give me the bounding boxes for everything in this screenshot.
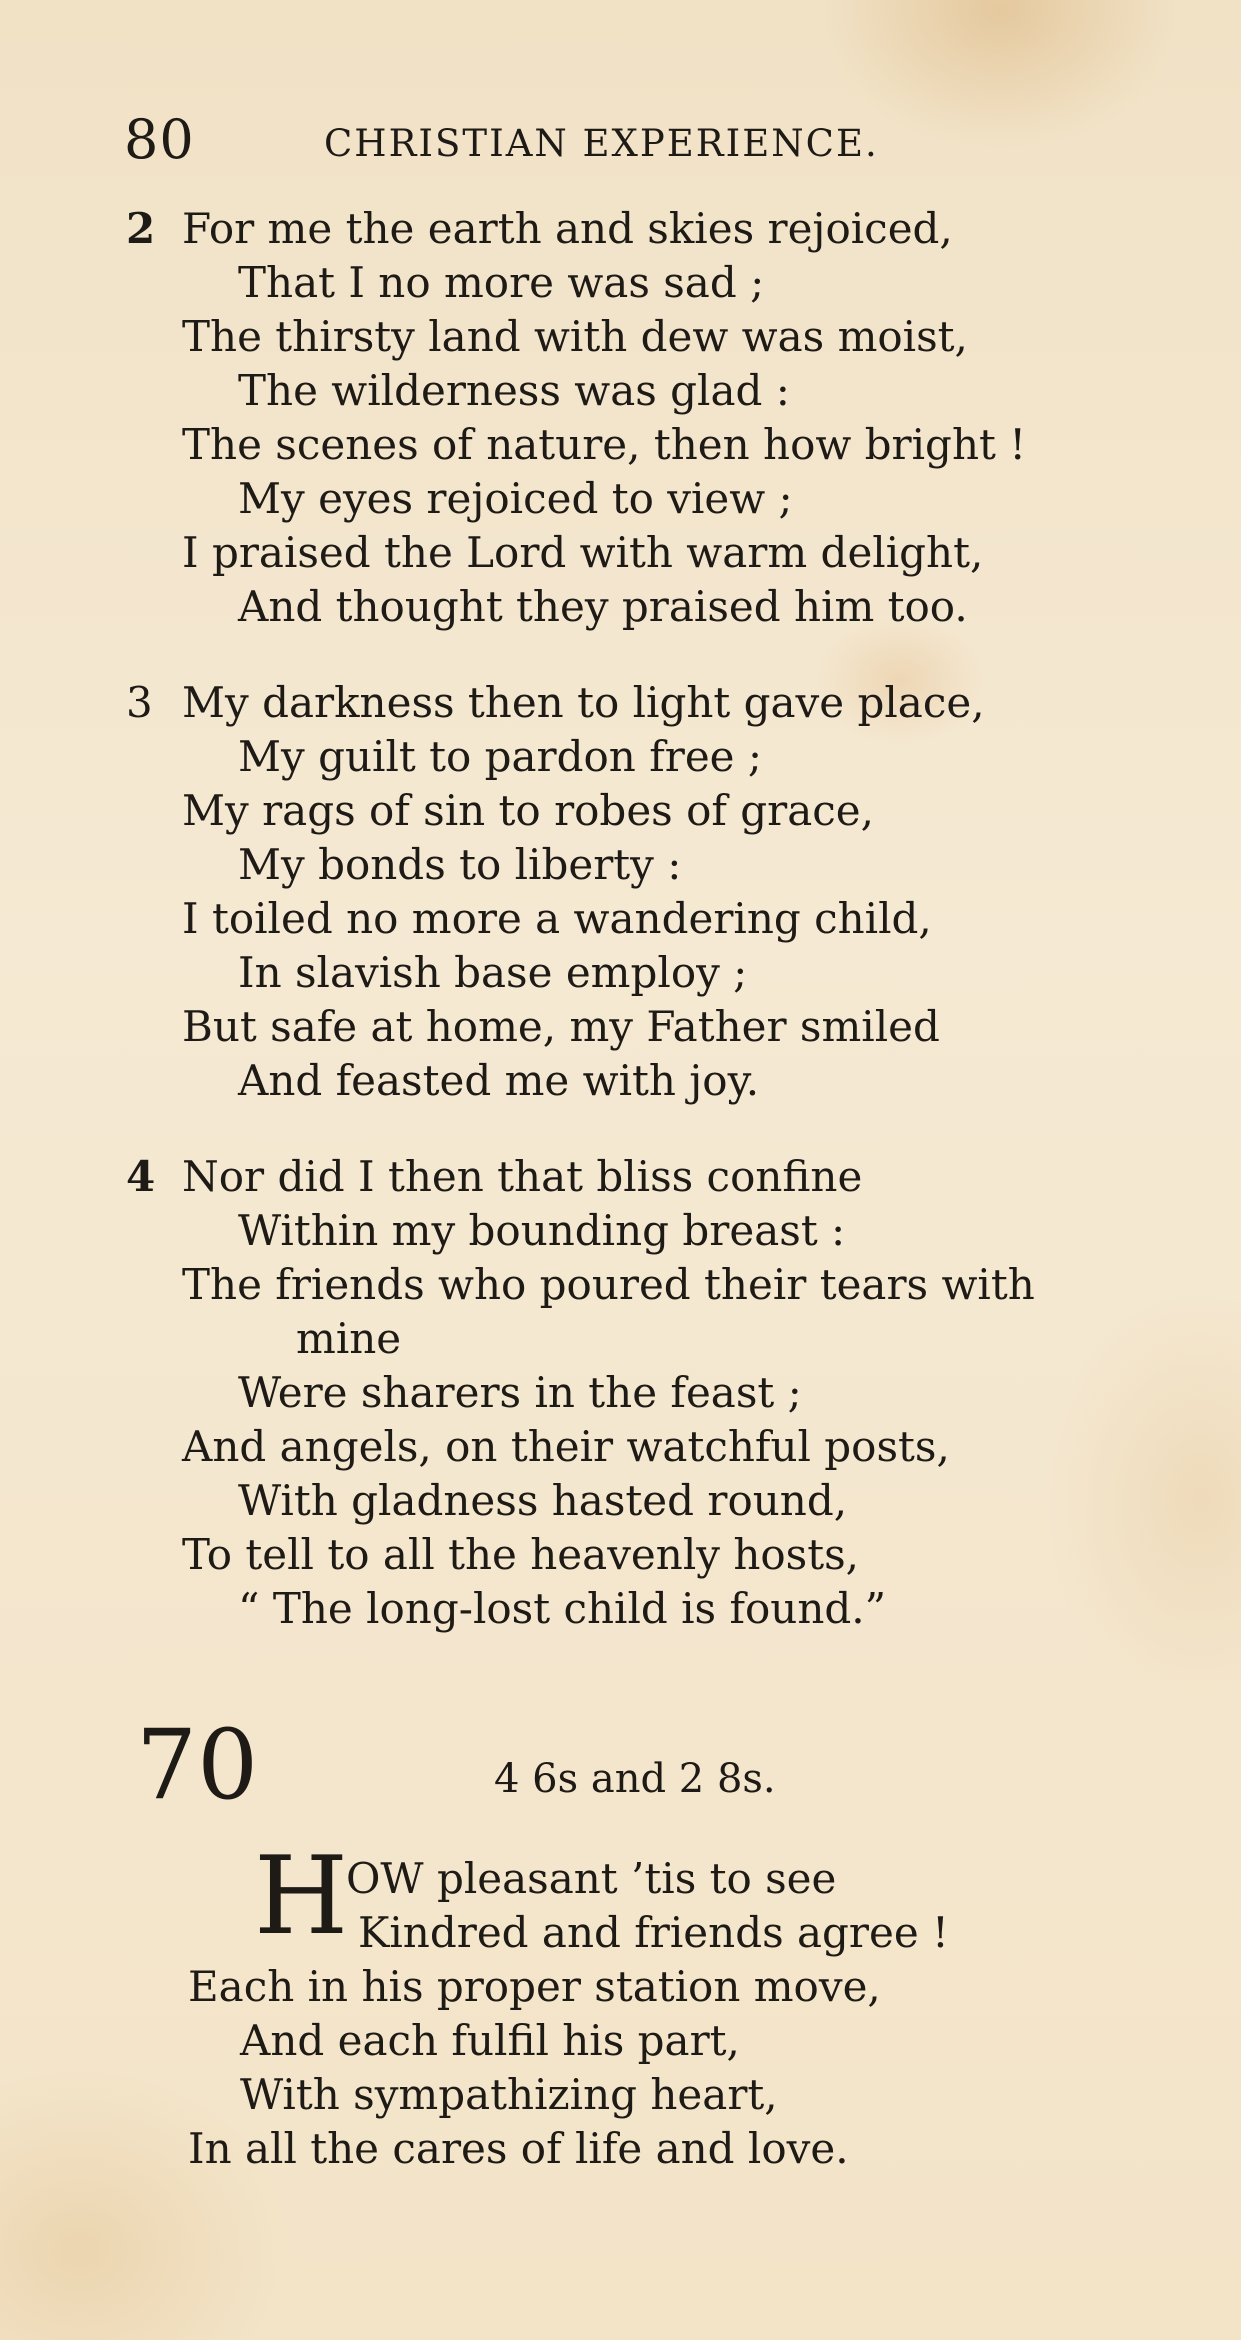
verse-line: My darkness then to light gave place, <box>182 678 985 727</box>
hymn-number: 70 <box>136 1709 259 1821</box>
verse-line: That I no more was sad ; <box>238 258 765 307</box>
verse-line: With sympathizing heart, <box>240 2070 778 2119</box>
verse-line: My bonds to liberty : <box>238 840 682 889</box>
verse-line: In slavish base employ ; <box>238 948 748 997</box>
stanza-number: 3 <box>126 678 153 727</box>
verse-line: Nor did I then that bliss confine <box>182 1152 863 1201</box>
verse-line: To tell to all the heavenly hosts, <box>182 1530 860 1579</box>
verse-line: I praised the Lord with warm delight, <box>182 528 984 577</box>
verse-line: For me the earth and skies rejoiced, <box>182 204 953 253</box>
verse-line: Each in his proper station move, <box>188 1962 881 2011</box>
page-header <box>124 108 1124 178</box>
page-number: 80 <box>124 108 195 171</box>
verse-line: And each fulfil his part, <box>240 2016 740 2065</box>
stanza-number: 2 <box>126 204 156 253</box>
verse-line: My rags of sin to robes of grace, <box>182 786 874 835</box>
verse-line: OW pleasant ’tis to see <box>346 1854 837 1903</box>
verse-line: Within my bounding breast : <box>238 1206 846 1255</box>
verse-line: The wilderness was glad : <box>238 366 790 415</box>
verse-line: My eyes rejoiced to view ; <box>238 474 793 523</box>
verse-line: The thirsty land with dew was moist, <box>182 312 968 361</box>
drop-cap: H <box>254 1834 349 1959</box>
verse-line: “ The long-lost child is found.” <box>238 1584 887 1633</box>
verse-line: The scenes of nature, then how bright ! <box>182 420 1027 469</box>
verse-line: But safe at home, my Father smiled <box>182 1002 940 1051</box>
verse-line: I toiled no more a wandering child, <box>182 894 932 943</box>
verse-line: And angels, on their watchful posts, <box>182 1422 950 1471</box>
verse-line: In all the cares of life and love. <box>188 2124 849 2173</box>
hymn-meter: 4 6s and 2 8s. <box>494 1756 776 1802</box>
verse-line: And feasted me with joy. <box>238 1056 760 1105</box>
verse-line: My guilt to pardon free ; <box>238 732 763 781</box>
verse-line: mine <box>296 1314 402 1363</box>
stanza-number: 4 <box>126 1152 156 1201</box>
verse-line: And thought they praised him too. <box>238 582 968 631</box>
running-head: CHRISTIAN EXPERIENCE. <box>324 122 879 165</box>
verse-line: The friends who poured their tears with <box>182 1260 1035 1309</box>
verse-line: Were sharers in the feast ; <box>238 1368 802 1417</box>
verse-line: With gladness hasted round, <box>238 1476 848 1525</box>
verse-line: Kindred and friends agree ! <box>358 1908 949 1957</box>
